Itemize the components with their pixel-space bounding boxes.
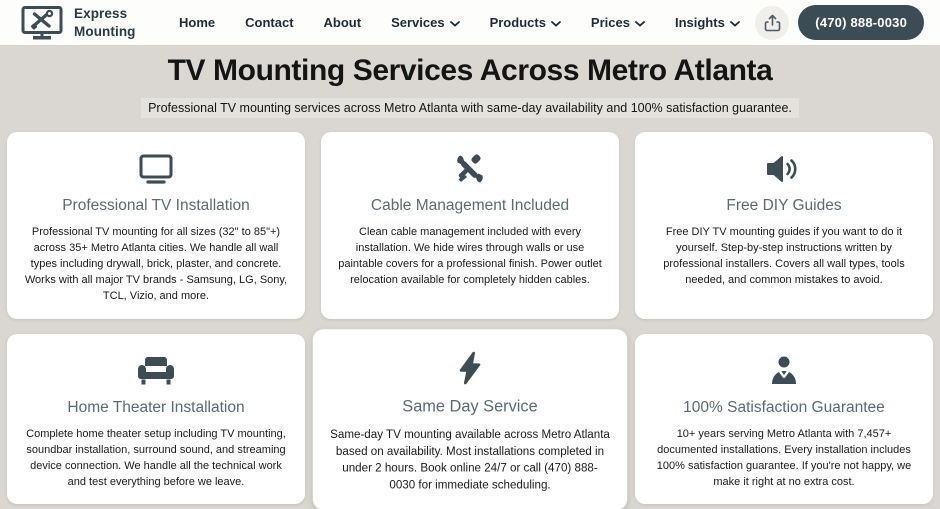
phone-call-button[interactable]: (470) 888-0030 <box>798 5 924 40</box>
chevron-down-icon <box>551 21 561 27</box>
speaker-icon <box>651 152 917 186</box>
brand-logo-link[interactable] <box>20 5 136 41</box>
card-professional-tv-installation <box>7 132 305 319</box>
tv-icon <box>23 152 289 186</box>
hero-section <box>0 45 940 118</box>
chevron-down-icon <box>635 21 645 27</box>
nav-item-services[interactable] <box>391 15 460 30</box>
main-nav <box>151 15 740 30</box>
nav-label: Products <box>489 15 546 30</box>
card-description: Free DIY TV mounting guides if you want to do it yourself. Step-by-step instructions written by professional installers. Covers all wall types, tools needed, and common mistakes to avoid. <box>663 226 905 286</box>
nav-item-products[interactable] <box>490 15 561 30</box>
nav-label: About <box>323 15 362 30</box>
chevron-down-icon <box>450 21 460 27</box>
card-description: 10+ years serving Metro Atlanta with 7,457+ documented installations. Every installation includes 100% satisfaction guarantee. If you're not happy, we make it right at no extra cost. <box>656 427 912 488</box>
nav-label: Home <box>179 15 216 30</box>
card-description: Same-day TV mounting available across Metro Atlanta based on availability. Most installations completed in under 2 hours. Book online 24/7 or call (470) 888-0030 for immediate scheduling. <box>330 428 610 492</box>
share-upload-icon <box>764 14 781 32</box>
nav-label: Contact <box>245 15 294 30</box>
card-home-theater-installation <box>7 334 305 505</box>
card-description: Clean cable management included with every installation. We hide wires through walls or use paintable covers for a professional finish. Power outlet relocation available for completely hidden cables. <box>338 226 602 286</box>
nav-item-insights[interactable] <box>675 15 740 30</box>
card-title: Professional TV Installation <box>62 197 250 214</box>
nav-item-contact[interactable] <box>245 15 293 30</box>
card-cable-management <box>321 132 619 319</box>
card-free-diy-guides <box>635 132 933 319</box>
page-title: TV Mounting Services Across Metro Atlanta <box>167 54 773 87</box>
card-title: Home Theater Installation <box>67 398 245 416</box>
card-description: Professional TV mounting for all sizes (32" to 85"+) across 35+ Metro Atlanta cities. We handle all wall types including drywall, brick, plaster, and concrete. Works with all major TV brands - Samsung, LG, Sony, TCL, Vizio, and more. <box>24 226 288 302</box>
share-button[interactable] <box>755 6 789 40</box>
card-title: Cable Management Included <box>370 197 570 214</box>
header <box>0 0 940 45</box>
chevron-down-icon <box>730 21 740 27</box>
couch-icon <box>23 354 289 388</box>
card-title: 100% Satisfaction Guarantee <box>683 398 885 416</box>
card-same-day-service <box>313 329 627 509</box>
header-actions <box>755 5 924 40</box>
person-icon <box>651 354 917 388</box>
feature-cards-grid <box>0 118 940 504</box>
nav-label: Insights <box>674 15 725 30</box>
tools-icon <box>337 152 603 186</box>
card-satisfaction-guarantee <box>635 334 933 505</box>
card-title: Free DIY Guides <box>726 197 842 214</box>
lightning-icon <box>330 350 611 386</box>
nav-item-prices[interactable] <box>591 15 645 30</box>
card-title: Same Day Service <box>402 397 538 416</box>
nav-label: Services <box>391 15 445 30</box>
monitor-tools-icon <box>20 5 64 41</box>
card-description: Complete home theater setup including TV mounting, soundbar installation, surround sound, and streaming device connection. We handle all the technical work and test everything before we leave. <box>26 427 286 488</box>
brand-name: Express Mounting <box>74 5 136 39</box>
nav-label: Prices <box>590 15 630 30</box>
hero-subtitle: Professional TV mounting services across Metro Atlanta with same-day availability and 100% satisfaction guarantee. <box>141 98 799 118</box>
nav-item-home[interactable] <box>179 15 215 30</box>
nav-item-about[interactable] <box>324 15 362 30</box>
